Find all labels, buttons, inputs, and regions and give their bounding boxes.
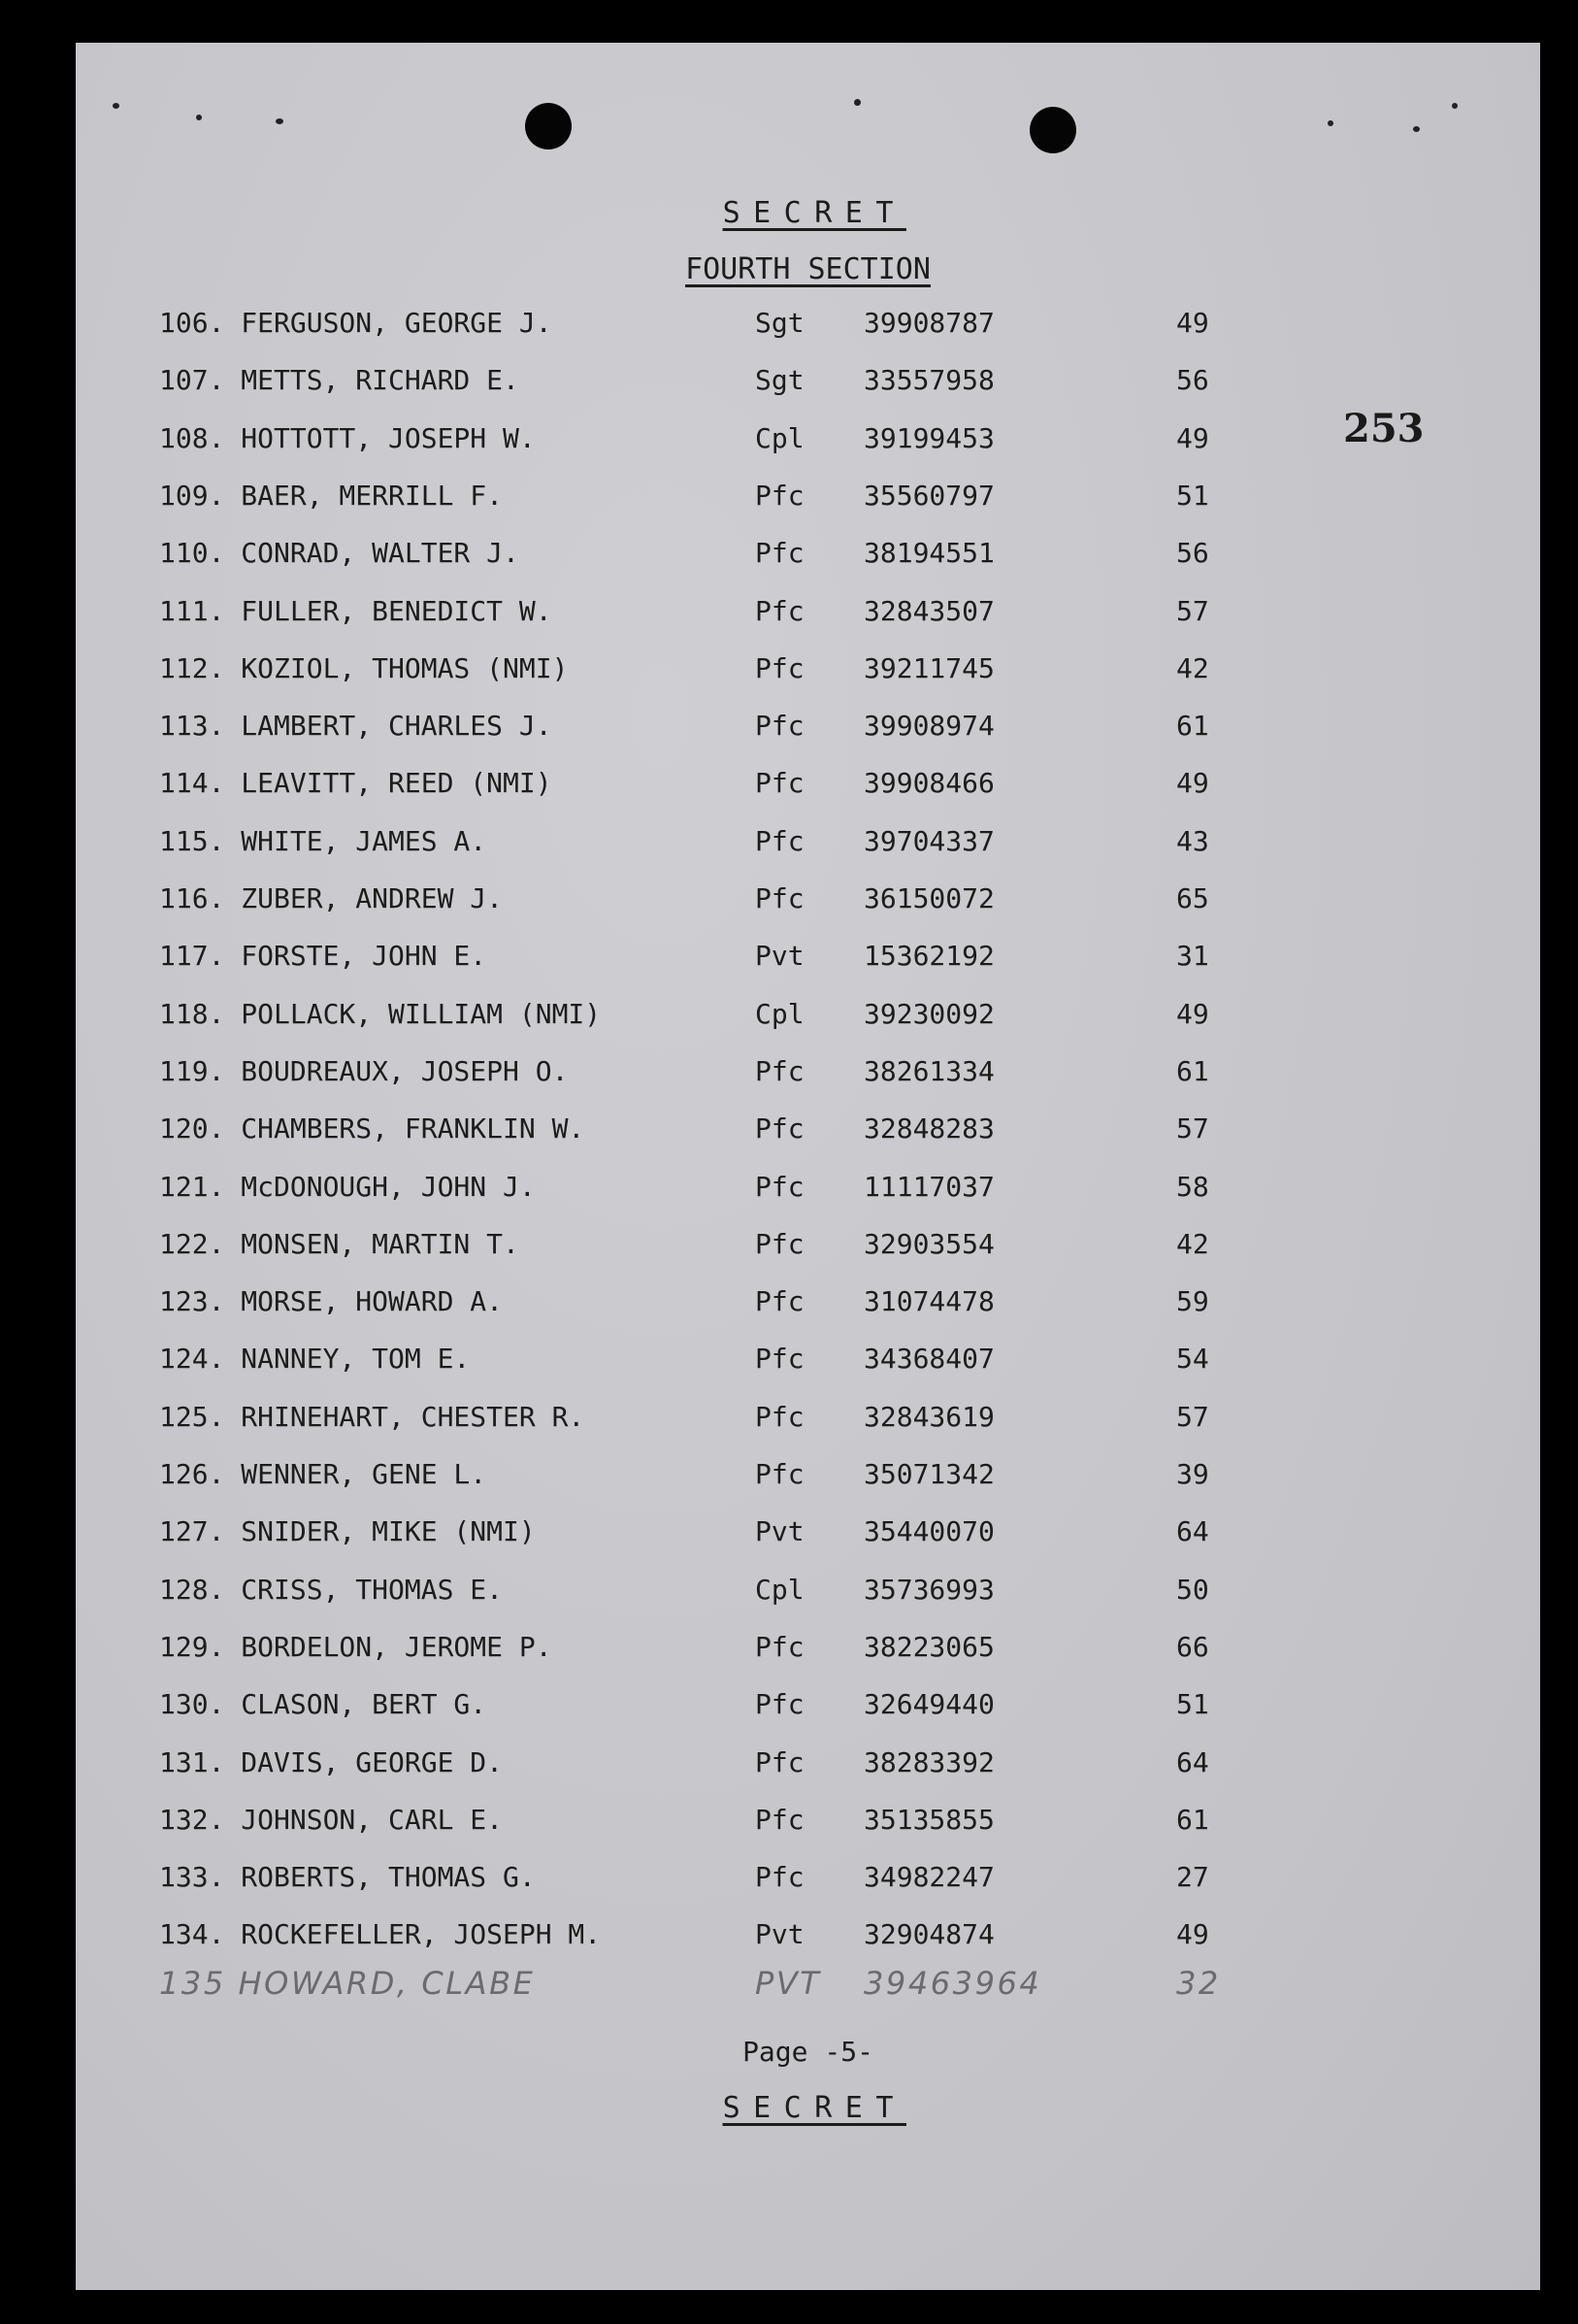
- roster-row: [76, 1631, 1540, 1670]
- roster-rank: Pfc: [755, 479, 805, 512]
- footer-classification-line: [76, 2091, 1540, 2125]
- roster-score: 51: [1176, 1688, 1209, 1721]
- roster-serial: 32848283: [864, 1112, 995, 1145]
- roster-entry: 126. WENNER, GENE L.: [159, 1458, 487, 1490]
- roster-score: 64: [1176, 1745, 1209, 1778]
- roster-row: [76, 998, 1540, 1037]
- roster-serial: 34368407: [864, 1343, 995, 1376]
- roster-serial: 38194551: [864, 537, 995, 570]
- roster-rank: Pfc: [755, 594, 805, 627]
- roster-score: 58: [1176, 1170, 1209, 1203]
- roster-rank: Pvt: [755, 940, 805, 973]
- roster-serial: 39199453: [864, 421, 995, 454]
- roster-row: [76, 1228, 1540, 1267]
- roster-row: [76, 1688, 1540, 1727]
- roster-rank: Pfc: [755, 1861, 805, 1894]
- paper-speck: [1328, 120, 1333, 126]
- roster-entry: 113. LAMBERT, CHARLES J.: [159, 710, 552, 743]
- roster-rank: Pfc: [755, 1285, 805, 1318]
- roster-row: [76, 1746, 1540, 1785]
- paper-speck: [1413, 126, 1420, 132]
- roster-serial: 33557958: [864, 364, 995, 397]
- roster-rank: Pfc: [755, 1688, 805, 1721]
- roster-entry: 114. LEAVITT, REED (NMI): [159, 767, 552, 800]
- roster-serial: 39230092: [864, 997, 995, 1030]
- punch-hole-left: [525, 103, 572, 149]
- roster-serial: 35440070: [864, 1515, 995, 1548]
- roster-row: [76, 1112, 1540, 1151]
- roster-rank: Cpl: [755, 997, 805, 1030]
- handwritten-roster-row: [76, 1965, 1540, 2004]
- roster-entry: 125. RHINEHART, CHESTER R.: [159, 1400, 585, 1433]
- roster-score: 64: [1176, 1515, 1209, 1548]
- roster-score: 49: [1176, 997, 1209, 1030]
- roster-entry: 122. MONSEN, MARTIN T.: [159, 1227, 519, 1260]
- roster-serial: 32843619: [864, 1400, 995, 1433]
- roster-row: [76, 1515, 1540, 1554]
- roster-score: 61: [1176, 1803, 1209, 1836]
- roster-serial: 36150072: [864, 882, 995, 914]
- roster-score: 42: [1176, 1227, 1209, 1260]
- roster-serial: 11117037: [864, 1170, 995, 1203]
- roster-rank: Sgt: [755, 364, 805, 397]
- roster-row: [76, 1171, 1540, 1210]
- roster-score: 59: [1176, 1285, 1209, 1318]
- roster-row: [76, 480, 1540, 518]
- roster-score: 57: [1176, 1400, 1209, 1433]
- roster-rank: Pvt: [755, 1918, 805, 1951]
- roster-entry: 116. ZUBER, ANDREW J.: [159, 882, 504, 914]
- roster-score: 42: [1176, 651, 1209, 684]
- roster-entry: 127. SNIDER, MIKE (NMI): [159, 1515, 536, 1548]
- roster-entry: 124. NANNEY, TOM E.: [159, 1343, 471, 1376]
- roster-entry: 121. McDONOUGH, JOHN J.: [159, 1170, 536, 1203]
- roster-rank: Sgt: [755, 307, 805, 339]
- roster-row: [76, 652, 1540, 691]
- roster-score: 61: [1176, 1054, 1209, 1087]
- roster-rank: Cpl: [755, 421, 805, 454]
- roster-row: [76, 1401, 1540, 1440]
- roster-row: [76, 767, 1540, 806]
- roster-score: 57: [1176, 594, 1209, 627]
- roster-serial: 39908787: [864, 307, 995, 339]
- roster-rank: Pfc: [755, 1803, 805, 1836]
- roster-serial: 32843507: [864, 594, 995, 627]
- roster-serial: 32903554: [864, 1227, 995, 1260]
- roster-rank: Pfc: [755, 1227, 805, 1260]
- roster-row: [76, 1285, 1540, 1324]
- roster-score: 54: [1176, 1343, 1209, 1376]
- handwritten-score: 32: [1176, 1965, 1221, 2002]
- roster-entry: 117. FORSTE, JOHN E.: [159, 940, 487, 973]
- roster-entry: 112. KOZIOL, THOMAS (NMI): [159, 651, 569, 684]
- roster-score: 56: [1176, 364, 1209, 397]
- roster-rank: Pfc: [755, 1170, 805, 1203]
- roster-rank: Pfc: [755, 710, 805, 743]
- roster-entry: 106. FERGUSON, GEORGE J.: [159, 307, 552, 339]
- section-title-line: [76, 252, 1540, 286]
- roster-rank: Pfc: [755, 1400, 805, 1433]
- roster-row: [76, 940, 1540, 979]
- roster-row: [76, 710, 1540, 748]
- roster-rank: Pfc: [755, 1458, 805, 1490]
- roster-serial: 34982247: [864, 1861, 995, 1894]
- header-classification: SECRET: [722, 196, 906, 230]
- roster-rank: Pfc: [755, 882, 805, 914]
- roster-row: [76, 1918, 1540, 1957]
- page-stamp-number: 253: [1343, 406, 1425, 451]
- roster-row: [76, 1804, 1540, 1843]
- roster-serial: 35736993: [864, 1573, 995, 1606]
- roster-entry: 129. BORDELON, JEROME P.: [159, 1630, 552, 1663]
- roster-score: 57: [1176, 1112, 1209, 1145]
- roster-score: 51: [1176, 479, 1209, 512]
- roster-row: [76, 537, 1540, 576]
- roster-score: 65: [1176, 882, 1209, 914]
- roster-entry: 118. POLLACK, WILLIAM (NMI): [159, 997, 602, 1030]
- roster-serial: 39908466: [864, 767, 995, 800]
- roster-serial: 35071342: [864, 1458, 995, 1490]
- roster-row: [76, 595, 1540, 634]
- roster-row: [76, 1343, 1540, 1381]
- roster-rank: Pfc: [755, 1054, 805, 1087]
- roster-entry: 132. JOHNSON, CARL E.: [159, 1803, 504, 1836]
- roster-rank: Pfc: [755, 1630, 805, 1663]
- roster-entry: 107. METTS, RICHARD E.: [159, 364, 519, 397]
- roster-rank: Pfc: [755, 767, 805, 800]
- roster-serial: 32904874: [864, 1918, 995, 1951]
- paper-speck: [1452, 103, 1458, 109]
- roster-row: [76, 1861, 1540, 1900]
- roster-serial: 39211745: [864, 651, 995, 684]
- roster-entry: 133. ROBERTS, THOMAS G.: [159, 1861, 536, 1894]
- roster-score: 27: [1176, 1861, 1209, 1894]
- roster-score: 31: [1176, 940, 1209, 973]
- roster-serial: 39704337: [864, 824, 995, 857]
- roster-rank: Pvt: [755, 1515, 805, 1548]
- roster-rank: Pfc: [755, 1112, 805, 1145]
- roster-entry: 119. BOUDREAUX, JOSEPH O.: [159, 1054, 569, 1087]
- roster-score: 43: [1176, 824, 1209, 857]
- roster-serial: 35560797: [864, 479, 995, 512]
- roster-score: 50: [1176, 1573, 1209, 1606]
- paper-speck: [276, 118, 283, 124]
- roster-entry: 130. CLASON, BERT G.: [159, 1688, 487, 1721]
- section-title: FOURTH SECTION: [685, 252, 931, 286]
- roster-rank: Cpl: [755, 1573, 805, 1606]
- roster-score: 49: [1176, 767, 1209, 800]
- roster-entry: 123. MORSE, HOWARD A.: [159, 1285, 504, 1318]
- roster-row: [76, 307, 1540, 346]
- roster-entry: 109. BAER, MERRILL F.: [159, 479, 504, 512]
- roster-serial: 31074478: [864, 1285, 995, 1318]
- roster-row: [76, 882, 1540, 921]
- roster-serial: 32649440: [864, 1688, 995, 1721]
- roster-entry: 115. WHITE, JAMES A.: [159, 824, 487, 857]
- roster-serial: 15362192: [864, 940, 995, 973]
- roster-row: [76, 1574, 1540, 1612]
- roster-score: 66: [1176, 1630, 1209, 1663]
- handwritten-entry: 135 HOWARD, CLABE: [159, 1965, 536, 2002]
- roster-rank: Pfc: [755, 1343, 805, 1376]
- roster-entry: 108. HOTTOTT, JOSEPH W.: [159, 421, 536, 454]
- roster-score: 39: [1176, 1458, 1209, 1490]
- footer-page-label: Page -5-: [742, 2036, 873, 2068]
- roster-row: [76, 1055, 1540, 1094]
- roster-score: 49: [1176, 421, 1209, 454]
- roster-serial: 38283392: [864, 1745, 995, 1778]
- roster-score: 49: [1176, 1918, 1209, 1951]
- roster-entry: 128. CRISS, THOMAS E.: [159, 1573, 504, 1606]
- roster-serial: 38261334: [864, 1054, 995, 1087]
- roster-rank: Pfc: [755, 824, 805, 857]
- paper-speck: [113, 103, 119, 109]
- footer-page-line: [76, 2035, 1540, 2069]
- punch-hole-right: [1030, 107, 1076, 153]
- roster-entry: 131. DAVIS, GEORGE D.: [159, 1745, 504, 1778]
- roster-serial: 38223065: [864, 1630, 995, 1663]
- roster-serial: 39908974: [864, 710, 995, 743]
- roster-rank: Pfc: [755, 537, 805, 570]
- roster-score: 61: [1176, 710, 1209, 743]
- handwritten-rank: PVT: [755, 1965, 822, 2002]
- handwritten-serial: 39463964: [864, 1965, 1042, 2002]
- roster-entry: 110. CONRAD, WALTER J.: [159, 537, 519, 570]
- roster-entry: 134. ROCKEFELLER, JOSEPH M.: [159, 1918, 602, 1951]
- roster-row: [76, 825, 1540, 864]
- header-classification-line: [76, 196, 1540, 230]
- roster-entry: 111. FULLER, BENEDICT W.: [159, 594, 552, 627]
- roster-entry: 120. CHAMBERS, FRANKLIN W.: [159, 1112, 585, 1145]
- footer-classification: SECRET: [722, 2091, 906, 2125]
- roster-row: [76, 364, 1540, 403]
- roster-score: 56: [1176, 537, 1209, 570]
- paper-speck: [196, 115, 202, 120]
- roster-row: [76, 422, 1540, 461]
- roster-row: [76, 1458, 1540, 1497]
- roster-rank: Pfc: [755, 1745, 805, 1778]
- roster-serial: 35135855: [864, 1803, 995, 1836]
- roster-rank: Pfc: [755, 651, 805, 684]
- roster-score: 49: [1176, 307, 1209, 339]
- paper-speck: [854, 99, 861, 106]
- document-page: [76, 43, 1540, 2290]
